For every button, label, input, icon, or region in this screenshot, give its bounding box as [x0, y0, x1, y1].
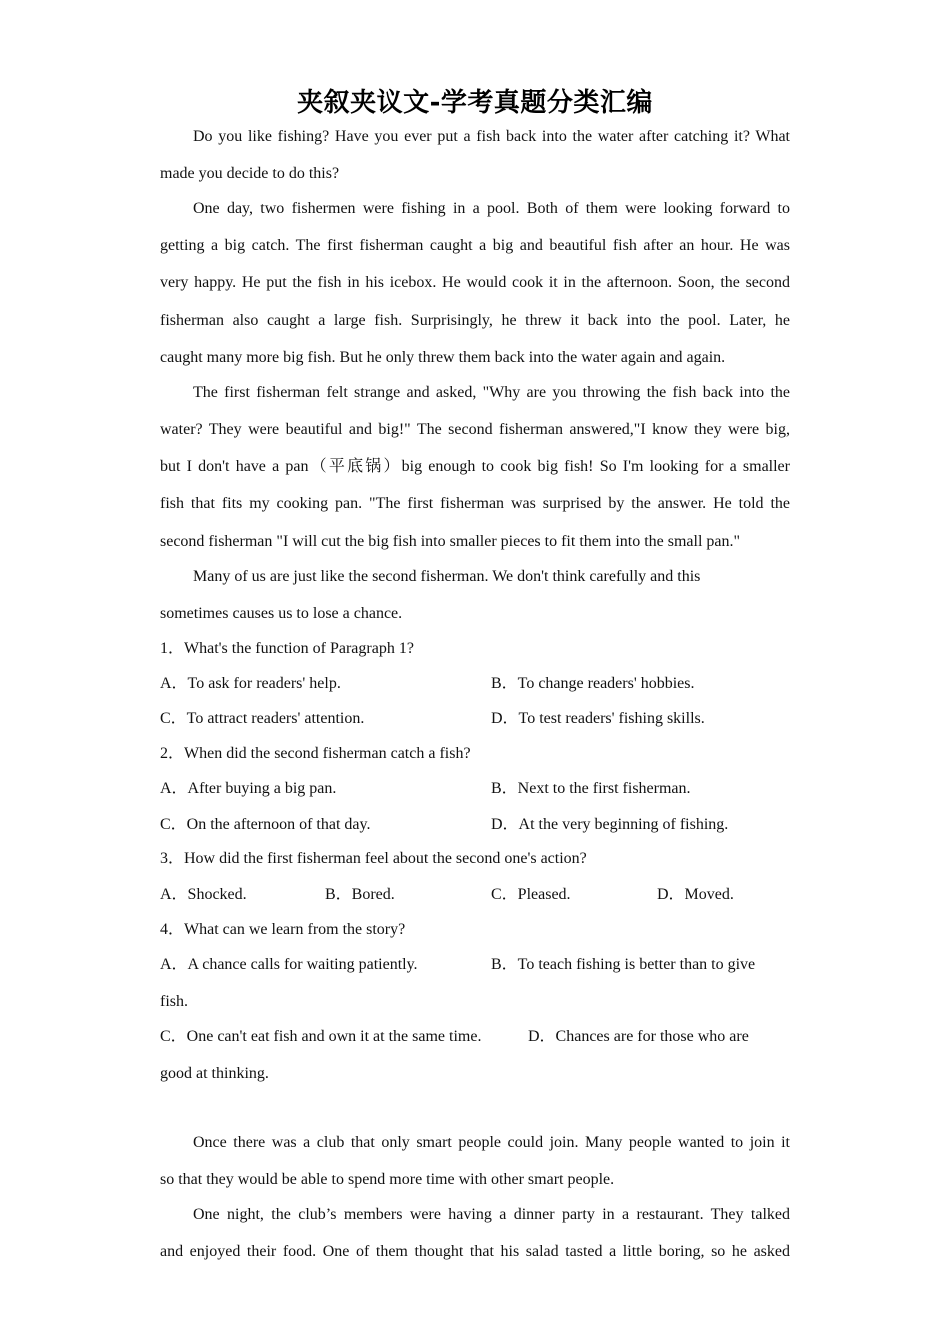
option-d[interactable]: D．To test readers' fishing skills. — [491, 710, 705, 727]
page-title: 夹叙夹议文-学考真题分类汇编 — [297, 88, 653, 118]
passage-line: water? They were beautiful and big!" The second fisherman answered,"I know they were big, — [160, 421, 790, 438]
passage-line: made you decide to do this? — [160, 165, 340, 182]
option-d[interactable]: D．Moved. — [657, 886, 734, 903]
option-a[interactable]: A．A chance calls for waiting patiently. — [160, 956, 418, 973]
passage-line: Many of us are just like the second fisherman. We don't think carefully and this — [193, 568, 701, 585]
question-stem: 3．How did the first fisherman feel about the second one's action? — [160, 850, 587, 867]
option-a[interactable]: A．To ask for readers' help. — [160, 675, 341, 692]
option-b[interactable]: B．Next to the first fisherman. — [491, 780, 691, 797]
option-a[interactable]: A．Shocked. — [160, 886, 247, 903]
passage-line: One night, the club’s members were having a dinner party in a restaurant. They talked — [193, 1206, 790, 1223]
question-stem: 1．What's the function of Paragraph 1? — [160, 640, 414, 657]
passage-line: second fisherman "I will cut the big fish into smaller pieces to fit them into the small pan." — [160, 533, 741, 550]
question-stem: 2．When did the second fisherman catch a fish? — [160, 745, 471, 762]
passage-line: very happy. He put the fish in his icebox. He would cook it in the afternoon. Soon, the second — [160, 274, 790, 291]
option-d[interactable]: D．Chances are for those who are — [528, 1028, 749, 1045]
passage-line: One day, two fishermen were fishing in a pool. Both of them were looking forward to — [193, 200, 790, 217]
passage-line: getting a big catch. The first fisherman caught a big and beautiful fish after an hour. He was — [160, 237, 790, 254]
option-c[interactable]: C．One can't eat fish and own it at the same time. — [160, 1028, 482, 1045]
passage-line: sometimes causes us to lose a chance. — [160, 605, 403, 622]
option-c[interactable]: C．Pleased. — [491, 886, 571, 903]
option-b-continued[interactable]: fish. — [160, 993, 188, 1010]
option-d-continued[interactable]: good at thinking. — [160, 1065, 269, 1082]
question-stem: 4．What can we learn from the story? — [160, 921, 406, 938]
passage-line: Once there was a club that only smart people could join. Many people wanted to join it — [193, 1134, 790, 1151]
option-b[interactable]: B．To change readers' hobbies. — [491, 675, 695, 692]
passage-line: The first fisherman felt strange and asked, "Why are you throwing the fish back into the — [193, 384, 790, 401]
passage-line: so that they would be able to spend more time with other smart people. — [160, 1171, 615, 1188]
passage-line: but I don't have a pan（平底锅）big enough to cook big fish! So I'm looking for a smaller — [160, 458, 790, 475]
option-a[interactable]: A．After buying a big pan. — [160, 780, 337, 797]
passage-line: and enjoyed their food. One of them thought that his salad tasted a little boring, so he asked — [160, 1243, 790, 1260]
passage-line: Do you like fishing? Have you ever put a fish back into the water after catching it? What — [193, 128, 790, 145]
passage-line: fisherman also caught a large fish. Surprisingly, he threw it back into the pool. Later, he — [160, 312, 790, 329]
passage-line: caught many more big fish. But he only threw them back into the water again and again. — [160, 349, 726, 366]
option-b[interactable]: B．Bored. — [325, 886, 395, 903]
option-c[interactable]: C．To attract readers' attention. — [160, 710, 365, 727]
passage-line: fish that fits my cooking pan. "The first fisherman was surprised by the answer. He told the — [160, 495, 790, 512]
option-d[interactable]: D．At the very beginning of fishing. — [491, 816, 729, 833]
option-b[interactable]: B．To teach fishing is better than to give — [491, 956, 756, 973]
option-c[interactable]: C．On the afternoon of that day. — [160, 816, 371, 833]
